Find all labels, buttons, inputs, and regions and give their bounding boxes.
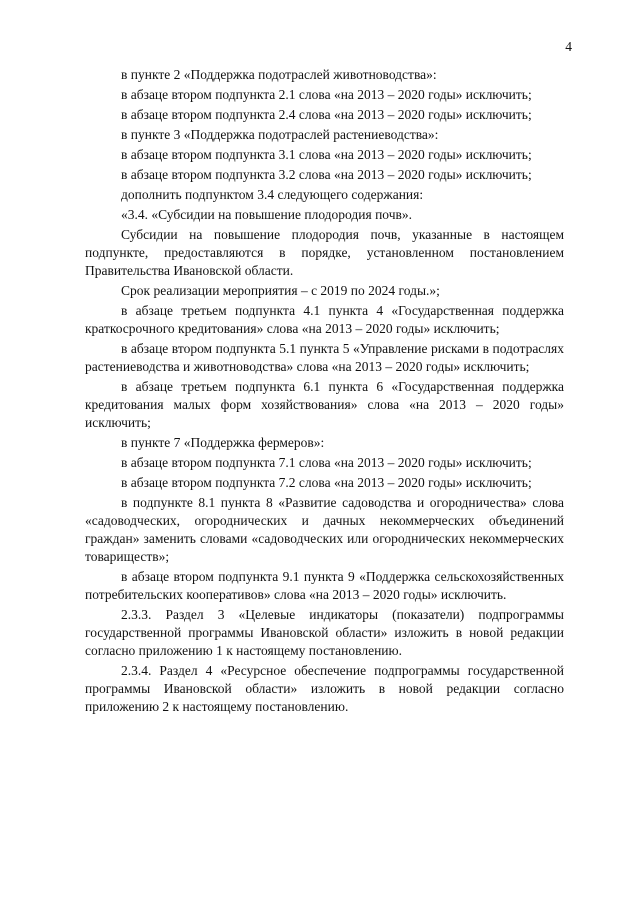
paragraph: в абзаце втором подпункта 9.1 пункта 9 «Поддержка сельскохозяйственных потребительских кооперативов» слова «на 2013 – 2020 годы» исключить.: [85, 569, 564, 602]
paragraph: 2.3.3. Раздел 3 «Целевые индикаторы (показатели) подпрограммы государственной программы Ивановской области» изложить в новой редакции согласно приложению 1 к настоящему постановлению.: [85, 607, 564, 658]
paragraph: в абзаце третьем подпункта 4.1 пункта 4 «Государственная поддержка краткосрочного кредитования» слова «на 2013 – 2020 годы» исключить;: [85, 303, 564, 336]
paragraph: в пункте 3 «Поддержка подотраслей растениеводства»:: [121, 127, 439, 142]
paragraph: 2.3.4. Раздел 4 «Ресурсное обеспечение подпрограммы государственной программы Ивановской области» изложить в новой редакции согласно приложению 2 к настоящему постановлению.: [85, 663, 564, 714]
paragraph: «3.4. «Субсидии на повышение плодородия почв».: [121, 207, 413, 222]
paragraph: в пункте 7 «Поддержка фермеров»:: [121, 435, 325, 450]
paragraph: в абзаце втором подпункта 5.1 пункта 5 «Управление рисками в подотраслях растениеводства и животноводства» слова «на 2013 – 2020 годы» исключить;: [85, 341, 564, 374]
paragraph: в абзаце втором подпункта 2.4 слова «на 2013 – 2020 годы» исключить;: [121, 107, 532, 122]
page-number: 4: [565, 39, 572, 54]
paragraph: в подпункте 8.1 пункта 8 «Развитие садоводства и огородничества» слова «садоводческих, огороднических и дачных некоммерческих объединений граждан» заменить словами «садоводческих или огороднических некоммерческих товариществ»;: [85, 495, 564, 564]
paragraph: в абзаце втором подпункта 2.1 слова «на 2013 – 2020 годы» исключить;: [121, 87, 532, 102]
paragraph: в абзаце втором подпункта 3.1 слова «на 2013 – 2020 годы» исключить;: [121, 147, 532, 162]
document-body: [85, 66, 564, 716]
paragraph: в абзаце втором подпункта 7.2 слова «на 2013 – 2020 годы» исключить;: [121, 475, 532, 490]
paragraph: в абзаце втором подпункта 7.1 слова «на 2013 – 2020 годы» исключить;: [121, 455, 532, 470]
paragraph: Срок реализации мероприятия – с 2019 по 2024 годы.»;: [121, 283, 440, 298]
paragraph: в абзаце третьем подпункта 6.1 пункта 6 «Государственная поддержка кредитования малых форм хозяйствования» слова «на 2013 – 2020 годы» исключить;: [85, 379, 564, 430]
paragraph: Субсидии на повышение плодородия почв, указанные в настоящем подпункте, предоставляются в порядке, установленном постановлением Правительства Ивановской области.: [85, 227, 564, 278]
paragraph: дополнить подпунктом 3.4 следующего содержания:: [121, 187, 424, 202]
paragraph: в абзаце втором подпункта 3.2 слова «на 2013 – 2020 годы» исключить;: [121, 167, 532, 182]
paragraph: в пункте 2 «Поддержка подотраслей животноводства»:: [121, 67, 437, 82]
